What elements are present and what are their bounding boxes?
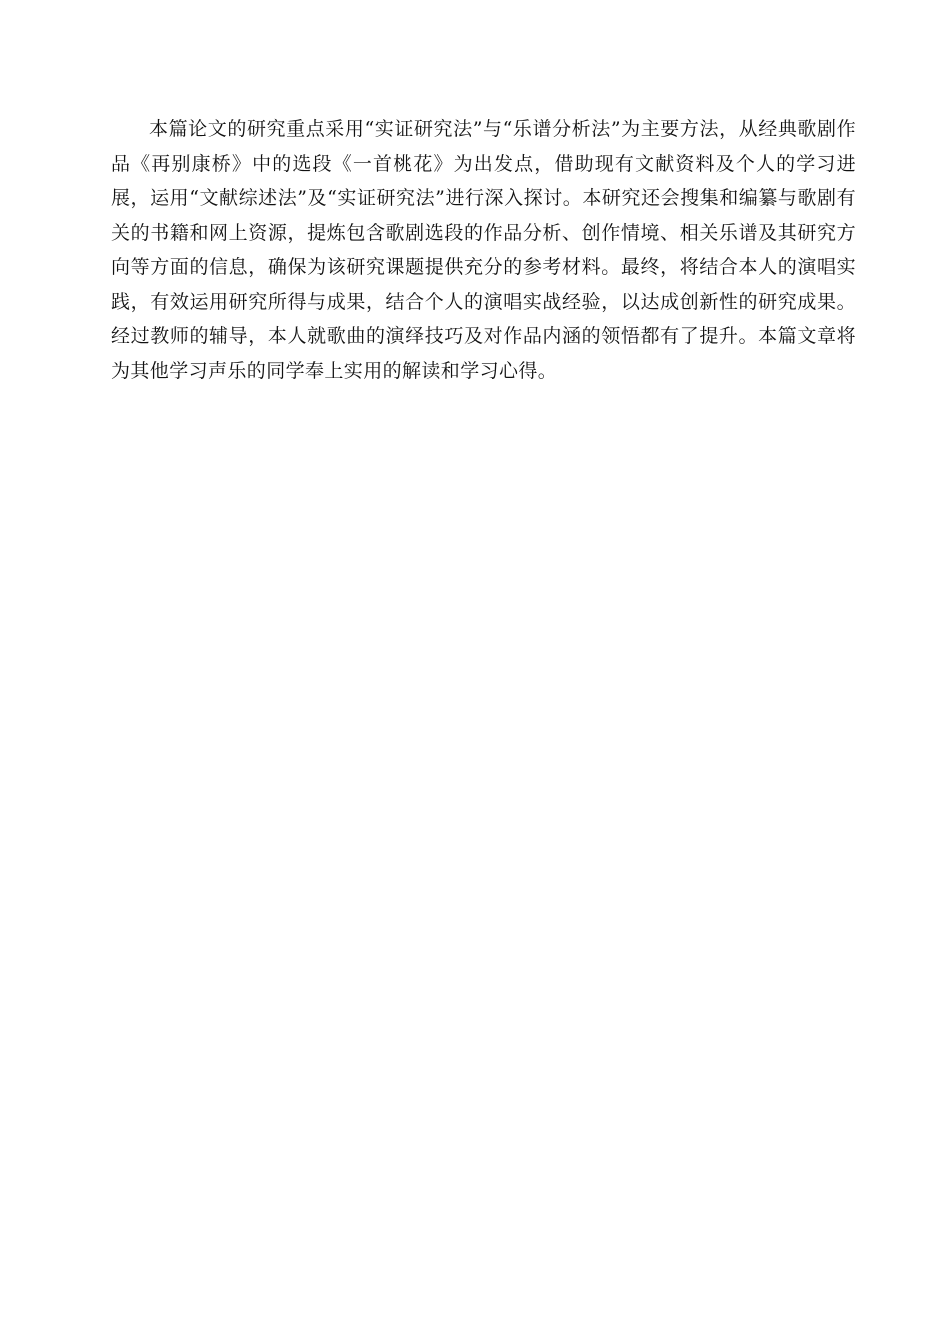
body-paragraph: 本篇论文的研究重点采用“实证研究法”与“乐谱分析法”为主要方法，从经典歌剧作品《再别康桥》中的选段《一首桃花》为出发点，借助现有文献资料及个人的学习进展，运用“文献综述法”及“实证研究法”进行深入探讨。本研究还会搜集和编纂与歌剧有关的书籍和网上资源，提炼包含歌剧选段的作品分析、创作情境、相关乐谱及其研究方向等方面的信息，确保为该研究课题提供充分的参考材料。最终，将结合本人的演唱实践，有效运用研究所得与成果，结合个人的演唱实战经验，以达成创新性的研究成果。经过教师的辅导，本人就歌曲的演绎技巧及对作品内涵的领悟都有了提升。本篇文章将为其他学习声乐的同学奉上实用的解读和学习心得。 <box>111 118 856 382</box>
